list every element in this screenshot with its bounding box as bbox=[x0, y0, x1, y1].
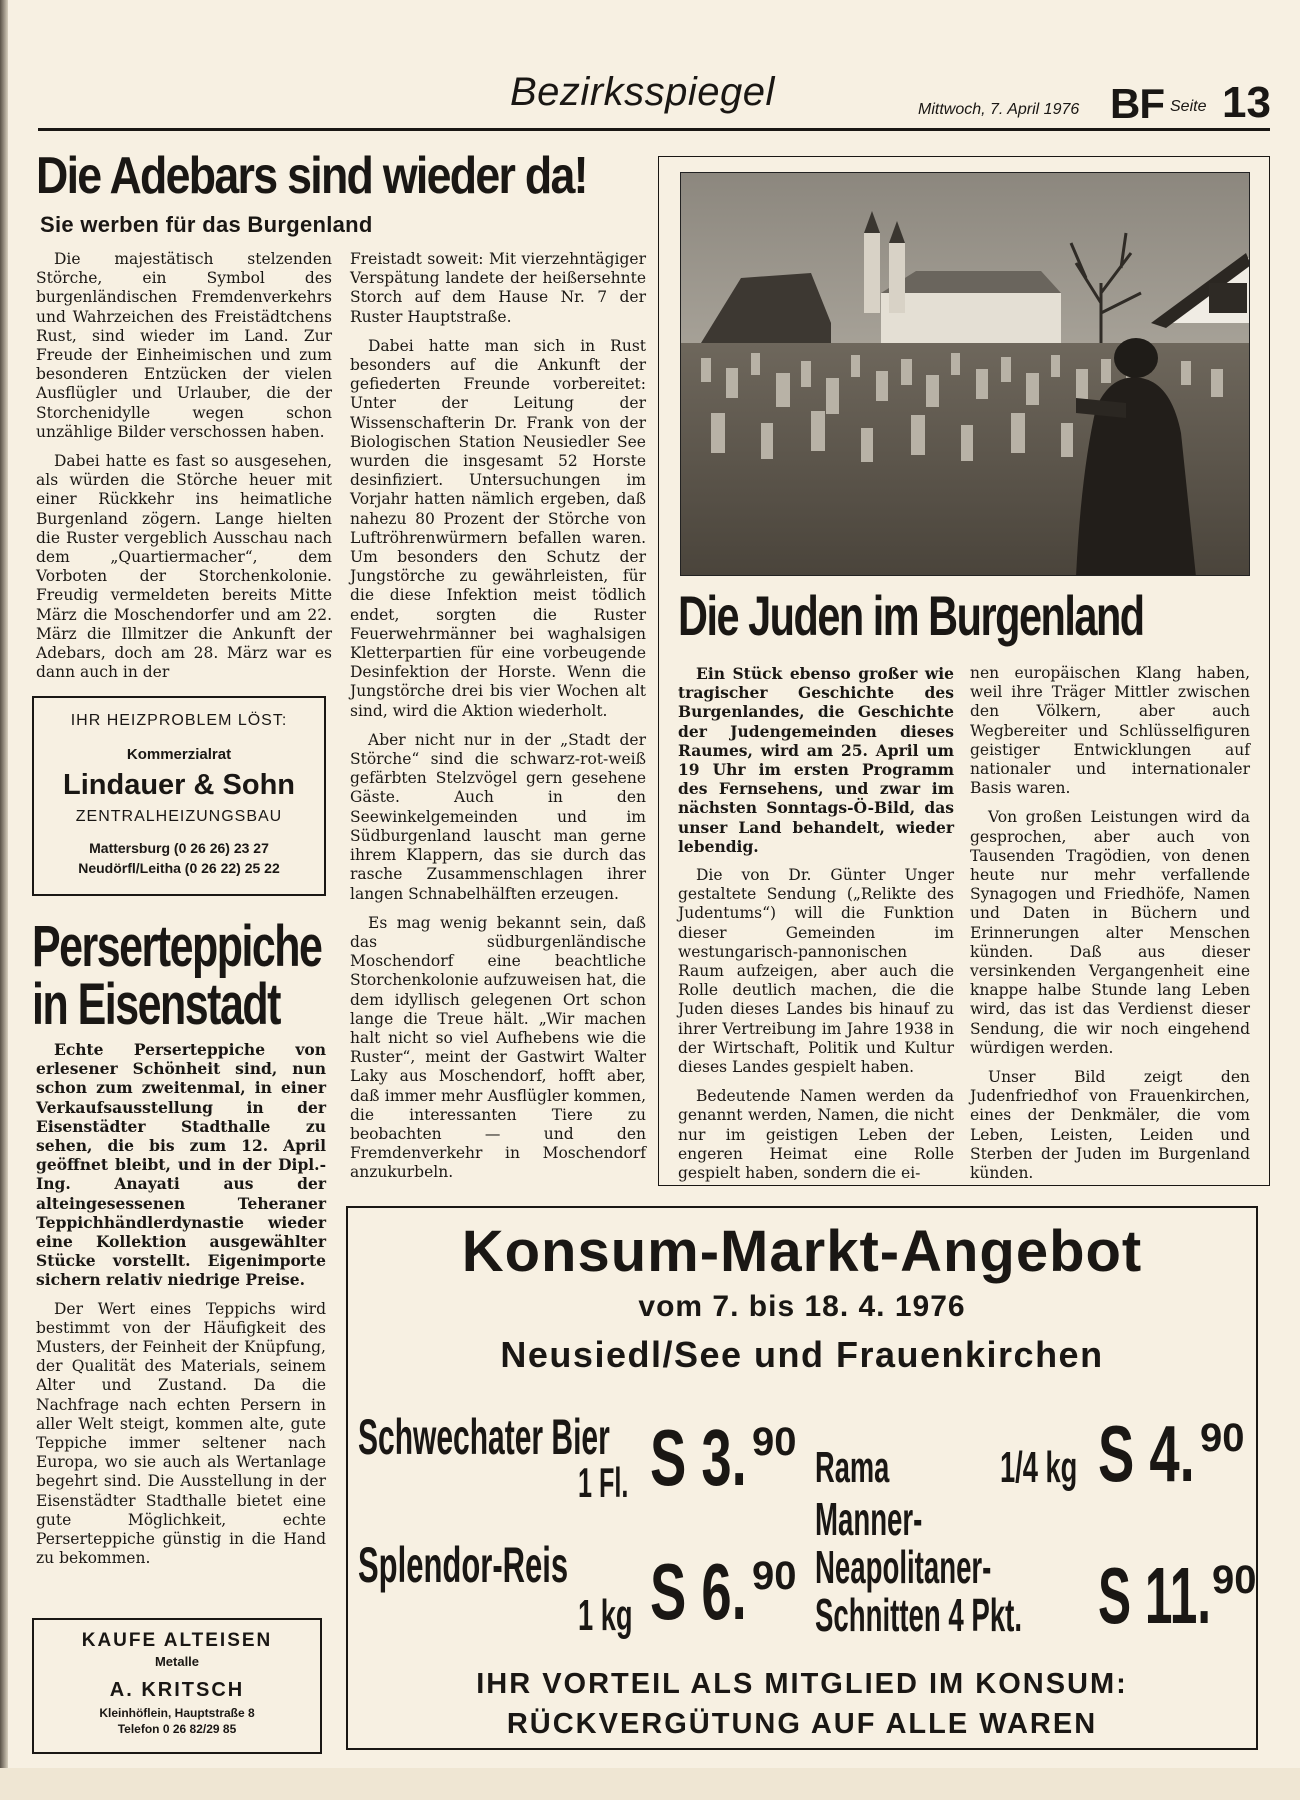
paragraph: Dabei hatte man sich in Rust besonders auf die Ankunft der gefiederten Freunde vorbereitet: Unter der Leitung der Wissenschafterin Dr. Frank von der Biologischen Station Neusiedler See wurden die insgesamt 52 Horste desinfiziert. Untersuchungen im Vorjahr hatten nämlich ergeben, daß nahezu 80 Prozent der Störche von Luftröhrenwürmern befallen waren. Um besonders den Schutz der Jungstörche zu gewährleisten, für die diese Infektion meist tödlich endet, sorgten die Ruster Feuerwehrmänner bei waghalsigen Kletterpartien für eine vorbeugende Desinfektion der Horste. Wenn die Jungstörche drei bis vier Wochen alt sind, wird die Aktion wiederholt. bbox=[350, 336, 646, 720]
heating-ad-title: Kommerzialrat bbox=[126, 746, 232, 763]
cemetery-photo-image bbox=[681, 173, 1250, 576]
page-number: 13 bbox=[1222, 78, 1271, 127]
carpets-body: Der Wert eines Teppichs wird bestimmt von der Häufigkeit des Musters, der Feinheit der Knüpfung, der Qualität des Materials, seinem Alter und Zustand. Da die Nachfrage nach echten Persern in aller Welt steigt, kommen alte, gute Teppiche immer seltener nach Europa, wo sie auch als Wertanlage begehrt sind. Die Ausstellung in der Eisenstädter Stadthalle bietet eine gute Möglichkeit, echte Perserteppiche günstig in die Hand zu bekommen. bbox=[36, 1299, 326, 1568]
offer-rama-price bbox=[1098, 1409, 1245, 1498]
heating-ad-tagline: IHR HEIZPROBLEM LÖST: bbox=[70, 712, 288, 729]
heating-ad bbox=[32, 696, 326, 896]
scrap-ad-name: A. KRITSCH bbox=[109, 1679, 245, 1701]
offer-rice-unit: 1 kg bbox=[578, 1591, 633, 1640]
offer-beer-price bbox=[650, 1413, 797, 1502]
scrap-ad-subtitle: Metalle bbox=[154, 1654, 200, 1669]
scrap-ad-phone: Telefon 0 26 82/29 85 bbox=[117, 1722, 237, 1736]
heating-ad-phone-1: Mattersburg (0 26 26) 23 27 bbox=[89, 840, 269, 856]
offer-beer-unit: 1 Fl. bbox=[578, 1459, 629, 1506]
jews-column-1 bbox=[678, 664, 954, 1183]
page-bottom-edge bbox=[0, 1768, 1300, 1800]
storks-column-2 bbox=[350, 250, 646, 1183]
carpets-headline-1: Perserteppiche bbox=[32, 914, 322, 979]
jews-column-2 bbox=[970, 664, 1250, 1183]
offer-wafers-line-3: Schnitten 4 Pkt. bbox=[815, 1589, 1023, 1641]
brand-logo: BF bbox=[1110, 80, 1164, 127]
heating-ad-trade: ZENTRALHEIZUNGSBAU bbox=[75, 808, 283, 825]
page-label: Seite bbox=[1170, 98, 1207, 115]
offer-wafers-line-2: Neapolitaner- bbox=[815, 1541, 992, 1593]
paragraph: Bedeutende Namen werden da genannt werden, Namen, die nicht nur im geistigen Leben der engeren Heimat eine Rolle gespielt haben, sondern die ei- bbox=[678, 1087, 954, 1183]
scrap-metal-ad bbox=[32, 1618, 322, 1754]
carpets-lead: Echte Perserteppiche von erlesener Schönheit sind, nun schon zum zweitenmal, in einer Verkaufsausstellung in der Eisenstädter Stadthalle zu sehen, die bis zum 12. April geöffnet bleibt, und in der Dipl.-Ing. Anayati aus der alteingesessenen Teheraner Teppichhändlerdynastie wieder eine Kollektion ausgewählter Stücke vorstellt. Eigenimporte sichern relativ niedrige Preise. bbox=[36, 1040, 326, 1290]
jews-lead: Ein Stück ebenso großer wie tragischer Geschichte des Burgenlandes, die Geschichte der Judengemeinden dieses Raumes, wird am 25. April um 19 Uhr im ersten Programm des Fernsehens, und zwar im nächsten Sonntags-Ö-Bild, das unser Land behandelt, wieder lebendig. bbox=[678, 664, 954, 856]
storks-headline: Die Adebars sind wieder da! bbox=[36, 147, 587, 205]
price-main: S 6. bbox=[650, 1547, 747, 1636]
paragraph: Die majestätisch stelzenden Störche, ein Symbol des burgenländischen Fremdenverkehrs und Wahrzeichen des Freistädtchens Rust, sind wieder im Land. Zur Freude der Einheimischen und zum besonderen Entzücken der vielen Ausflügler und Urlauber, die der Storchenidylle wegen schon unzählige Bilder verschossen haben. bbox=[36, 250, 332, 441]
jews-headline: Die Juden im Burgenland bbox=[678, 584, 1144, 647]
paragraph: Unser Bild zeigt den Judenfriedhof von Frauenkirchen, eines der Denkmäler, die vom Leben, Leisten, Leiden und Sterben der Juden im Burgenland künden. bbox=[970, 1068, 1250, 1183]
header-rule bbox=[38, 128, 1270, 131]
carpets-headline-2: in Eisenstadt bbox=[32, 972, 280, 1037]
price-main: S 11. bbox=[1098, 1551, 1212, 1640]
price-cents: 90 bbox=[752, 1420, 797, 1464]
price-cents: 90 bbox=[752, 1554, 797, 1598]
heating-ad-phone-2: Neudörfl/Leitha (0 26 22) 25 22 bbox=[78, 860, 280, 876]
scrap-ad-address: Kleinhöflein, Hauptstraße 8 bbox=[99, 1706, 255, 1720]
konsum-footer-1: IHR VORTEIL ALS MITGLIED IM KONSUM: bbox=[476, 1668, 1128, 1700]
konsum-ad-title: Konsum-Markt-Angebot bbox=[461, 1219, 1143, 1284]
offer-wafers-price bbox=[1098, 1551, 1280, 1640]
issue-date: Mittwoch, 7. April 1976 bbox=[918, 101, 1080, 118]
price-main: S 3. bbox=[650, 1413, 747, 1502]
section-title: Bezirksspiegel bbox=[510, 70, 775, 114]
paragraph: nen europäischen Klang haben, weil ihre Träger Mittler zwischen den Völkern, aber auch Wegbereiter und Schlüsselfiguren geistiger Entwicklungen auf nationaler und internationaler Basis waren. bbox=[970, 664, 1250, 798]
scrap-ad-title: KAUFE ALTEISEN bbox=[81, 1630, 273, 1651]
konsum-footer-2: RÜCKVERGÜTUNG AUF ALLE WAREN bbox=[506, 1708, 1098, 1740]
konsum-ad-places: Neusiedl/See und Frauenkirchen bbox=[500, 1334, 1104, 1375]
offer-rice-price bbox=[650, 1547, 797, 1636]
konsum-ad-dates: vom 7. bis 18. 4. 1976 bbox=[638, 1290, 966, 1323]
offer-beer-name: Schwechater Bier bbox=[358, 1409, 610, 1465]
storks-subhead: Sie werben für das Burgenland bbox=[40, 212, 373, 237]
heating-ad-company: Lindauer & Sohn bbox=[63, 769, 295, 801]
offer-rice-name: Splendor-Reis bbox=[358, 1537, 569, 1593]
price-main: S 4. bbox=[1098, 1409, 1195, 1498]
price-cents: 90 bbox=[1200, 1416, 1245, 1460]
carpets-column bbox=[36, 1040, 326, 1568]
offer-rama-unit: 1/4 kg bbox=[1000, 1443, 1078, 1492]
paragraph: Die von Dr. Günter Unger gestaltete Sendung („Relikte des Judentums“) will die Funktion dieser Gemeinden im westungarisch-pannonischen Raum aufzeigen, aber auch die Rolle deutlich machen, die die Juden dieses Landes bis hinauf zu ihrer Vertreibung im Jahre 1938 in der Wirtschaft, Politik und Kultur dieses Landes gespielt haben. bbox=[678, 866, 954, 1077]
paragraph: Es mag wenig bekannt sein, daß das südburgenländische Moschendorf eine beachtliche Storchenkolonie aufzuweisen hat, die dem idyllisch gelegenen Ort schon lange die Treue hält. „Wir machen halt nicht so viel Aufhebens wie die Ruster“, meint der Gastwirt Walter Laky aus Moschendorf, hofft aber, daß immer mehr Ausflügler kommen, die interessanten Tiere zu beobachten — und den Fremdenverkehr in Moschendorf anzukurbeln. bbox=[350, 913, 646, 1182]
paragraph: Von großen Leistungen wird da gesprochen, aber auch von Tausenden Tragödien, von denen heute nur mehr verfallende Synagogen und Friedhöfe, Namen und Daten in Büchern und Erinnerungen alter Menschen künden. Daß aus dieser versinkenden Vergangenheit eine knappe halbe Stunde lang Leben wird, das ist das Verdienst dieser Sendung, die wir noch eingehend würdigen werden. bbox=[970, 808, 1250, 1057]
paragraph: Dabei hatte es fast so ausgesehen, als würden die Störche heuer mit einer Rückkehr ins heimatliche Burgenland zögern. Lange hielten die Ruster vergeblich Ausschau nach dem „Quartiermacher“, dem Vorboten der Storchenkolonie. Freudig vermeldeten bereits Mitte März die Moschendorfer und am 22. März die Illmitzer die Ankunft der Adebars, doch am 28. März war es dann auch in der bbox=[36, 452, 332, 682]
paragraph: Freistadt soweit: Mit vierzehntägiger Verspätung landete der heißersehnte Storch auf dem Hause Nr. 7 der Ruster Hauptstraße. bbox=[350, 250, 646, 326]
storks-column-1 bbox=[36, 250, 332, 682]
offer-wafers-line-1: Manner- bbox=[815, 1493, 923, 1545]
price-cents: 90 bbox=[1212, 1558, 1257, 1602]
cemetery-photo bbox=[680, 172, 1250, 576]
paragraph: Aber nicht nur in der „Stadt der Störche“ sind die schwarz-rot-weiß gefärbten Stelzvögel gern gesehene Gäste. Auch in den Seewinkelgemeinden und im Südburgenland lauscht man gerne ihrem Klappern, das sie durch das rasche Zusammenschlagen ihrer langen Schnabelhälften erzeugen. bbox=[350, 730, 646, 903]
binding-edge bbox=[0, 0, 8, 1800]
offer-rama-name: Rama bbox=[815, 1443, 890, 1492]
